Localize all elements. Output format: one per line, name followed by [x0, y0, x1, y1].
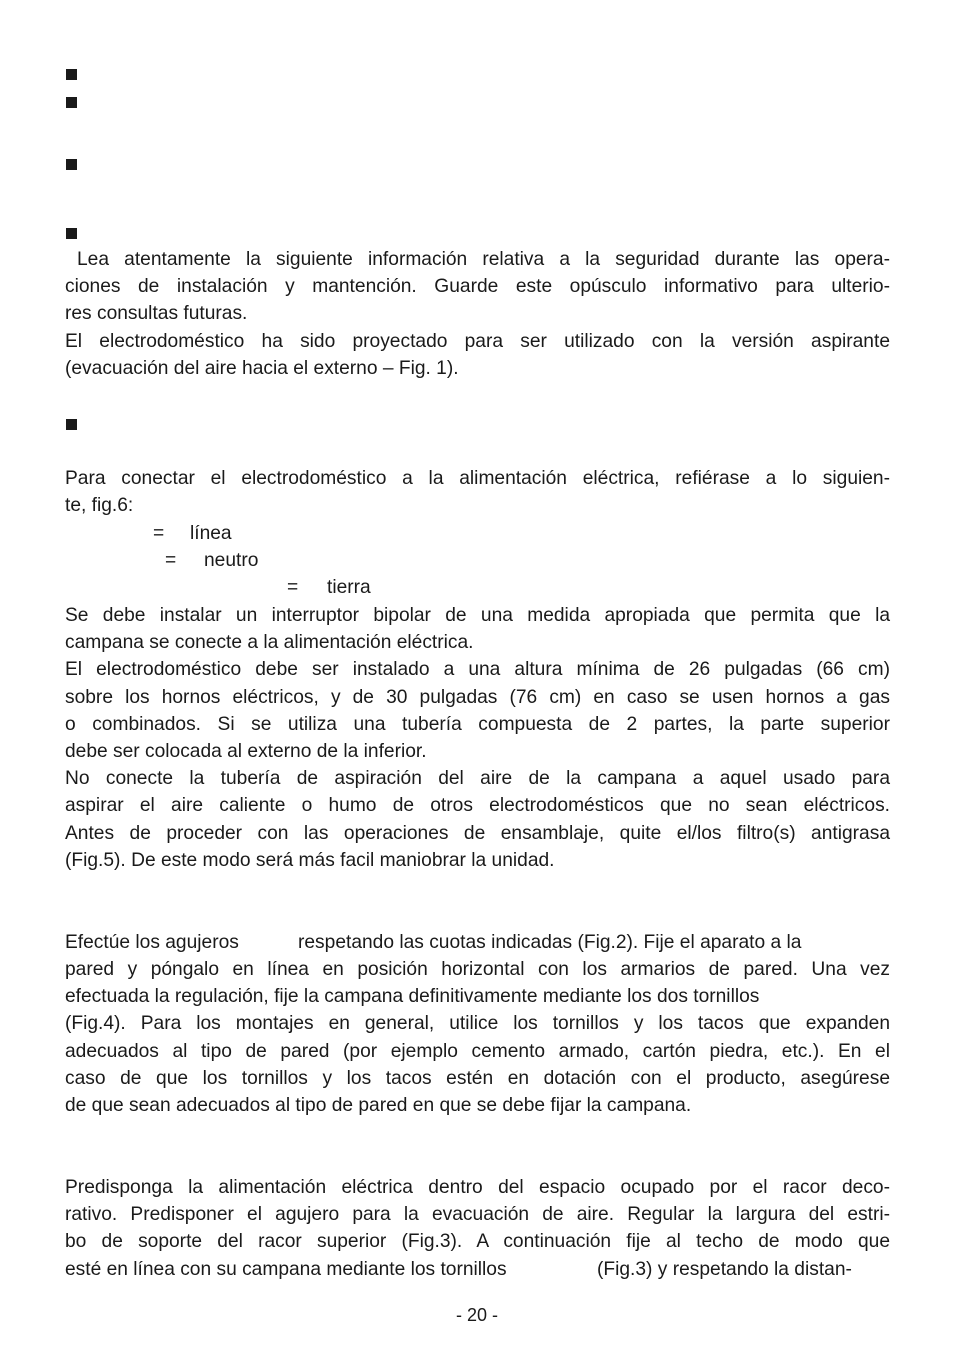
- electrical-paragraph-2: [65, 602, 890, 874]
- text-line: caso de que los tornillos y los tacos estén en dotación con el producto, asegúrese: [65, 1067, 890, 1089]
- ducting-text-end: (Fig.3) y respetando la distan-: [597, 1259, 852, 1280]
- text-line: (Fig.4). Para los montajes en general, utilice los tornillos y los tacos que expanden: [65, 1013, 890, 1035]
- text-line: Se debe instalar un interruptor bipolar de una medida apropiada que permita que la: [65, 605, 890, 626]
- text-line: bo de soporte del racor superior (Fig.3). A continuación fije al techo de modo que: [65, 1231, 890, 1253]
- bullet-square-5: [66, 419, 77, 430]
- text-line: o combinados. Si se utiliza una tubería compuesta de 2 partes, la parte superior: [65, 713, 890, 735]
- text-line: No conecte la tubería de aspiración del aire de la campana a aquel usado para: [65, 768, 890, 790]
- wiring-line-term: línea: [190, 523, 232, 544]
- text-line: aspirar el aire caliente o humo de otros electrodomésticos que no sean eléctricos.: [65, 795, 890, 817]
- intro-paragraph: [65, 246, 890, 382]
- ducting-paragraph: [65, 1174, 890, 1256]
- text-line: Lea atentamente la siguiente información relativa a la seguridad durante las opera-: [77, 249, 890, 270]
- text-line: rativo. Predisponer el agujero para la evacuación de aire. Regular la largura del estri-: [65, 1204, 890, 1226]
- text-line: Antes de proceder con las operaciones de ensamblaje, quite el/los filtro(s) antigrasa: [65, 822, 890, 844]
- text-line: efectuada la regulación, fije la campana definitivamente mediante los dos tornillos: [65, 986, 760, 1008]
- wiring-ground-term: tierra: [327, 577, 371, 598]
- text-line: sobre los hornos eléctricos, y de 30 pulgadas (76 cm) en caso se usen hornos a gas: [65, 686, 890, 708]
- bullet-square-3: [66, 159, 77, 170]
- bullet-square-2: [66, 97, 77, 108]
- text-line: adecuados al tipo de pared (por ejemplo cemento armado, cartón piedra, etc.). En el: [65, 1040, 890, 1062]
- wiring-line-eq: =: [153, 523, 165, 544]
- ducting-text-start: esté en línea con su campana mediante los tornillos: [65, 1259, 507, 1280]
- wiring-neutral-eq: =: [165, 550, 177, 571]
- text-line: Predisponga la alimentación eléctrica dentro del espacio ocupado por el racor deco-: [65, 1177, 890, 1198]
- text-line: te, fig.6:: [65, 495, 134, 517]
- text-line: El electrodoméstico ha sido proyectado para ser utilizado con la versión aspirante: [65, 330, 890, 352]
- text-line: (evacuación del aire hacia el externo – Fig. 1).: [65, 357, 459, 379]
- text-line: debe ser colocada al externo de la inferior.: [65, 741, 427, 763]
- text-line: res consultas futuras.: [65, 303, 248, 325]
- mounting-text-end: respetando las cuotas indicadas (Fig.2). Fije el aparato a la: [298, 932, 802, 953]
- text-line: ciones de instalación y mantención. Guarde este opúsculo informativo para ulterio-: [65, 276, 890, 298]
- electrical-paragraph: [65, 465, 890, 519]
- text-line: (Fig.5). De este modo será más facil maniobrar la unidad.: [65, 849, 555, 871]
- text-line: Para conectar el electrodoméstico a la alimentación eléctrica, refiérase a lo siguien-: [65, 468, 890, 489]
- text-line: de que sean adecuados al tipo de pared en que se debe fijar la campana.: [65, 1095, 692, 1117]
- bullet-square-1: [66, 69, 77, 80]
- bullet-square-4: [66, 228, 77, 239]
- page-number: - 20 -: [455, 1305, 498, 1325]
- mounting-paragraph: [65, 956, 890, 1119]
- text-line: pared y póngalo en línea en posición horizontal con los armarios de pared. Una vez: [65, 959, 890, 980]
- wiring-neutral-term: neutro: [204, 550, 259, 571]
- mounting-text-start: Efectúe los agujeros: [65, 932, 239, 953]
- wiring-ground-eq: =: [287, 577, 299, 598]
- text-line: campana se conecte a la alimentación eléctrica.: [65, 632, 474, 654]
- text-line: El electrodoméstico debe ser instalado a una altura mínima de 26 pulgadas (66 cm): [65, 659, 890, 681]
